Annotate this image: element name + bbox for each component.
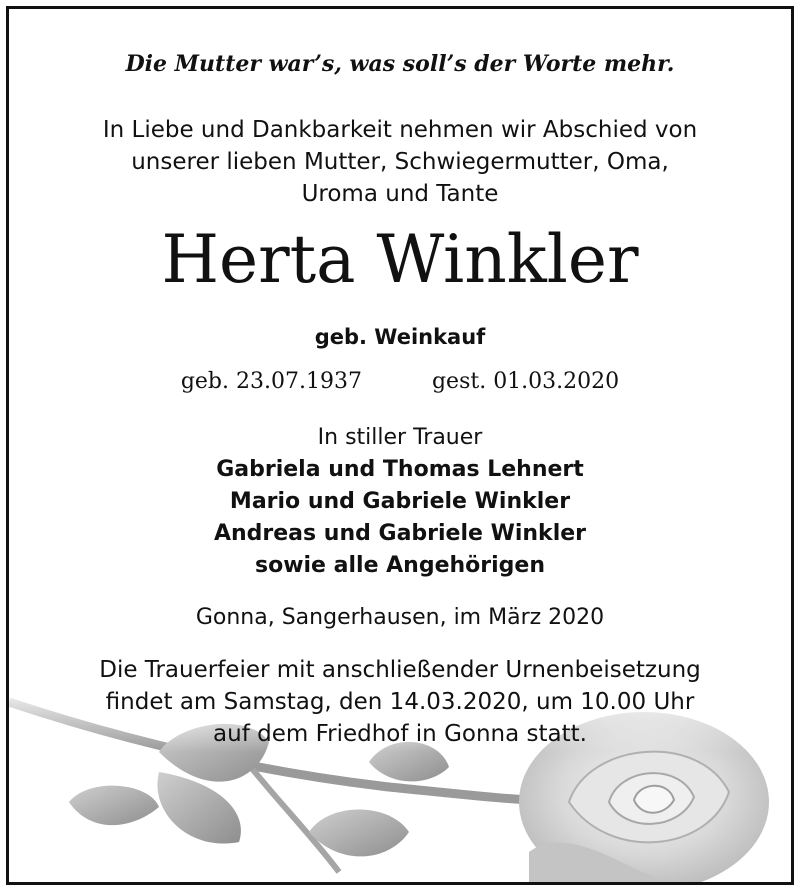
intro-line: Uroma und Tante	[301, 181, 499, 207]
mourner-line: Gabriela und Thomas Lehnert	[216, 457, 584, 482]
service-line: Die Trauerfeier mit anschließender Urnenbeisetzung	[99, 657, 701, 683]
obituary-frame	[6, 6, 794, 885]
service-line: auf dem Friedhof in Gonna statt.	[213, 721, 587, 747]
deceased-name: Herta Winkler	[161, 221, 639, 298]
place-date: Gonna, Sangerhausen, im März 2020	[195, 605, 605, 630]
birth-date: geb. 23.07.1937	[180, 369, 362, 394]
motto: Die Mutter war’s, was soll’s der Worte mehr.	[125, 51, 675, 77]
intro-line: In Liebe und Dankbarkeit nehmen wir Abschied von	[102, 117, 698, 143]
death-date: gest. 01.03.2020	[431, 369, 620, 394]
mourner-line: sowie alle Angehörigen	[254, 553, 546, 578]
mourner-line: Mario und Gabriele Winkler	[229, 489, 571, 514]
life-dates	[9, 369, 791, 394]
mourning-label: In stiller Trauer	[317, 425, 483, 450]
mourner-line: Andreas und Gabriele Winkler	[213, 521, 587, 546]
service-line: findet am Samstag, den 14.03.2020, um 10.00 Uhr	[105, 689, 695, 715]
intro-line: unserer lieben Mutter, Schwiegermutter, Oma,	[131, 149, 669, 175]
maiden-name: geb. Weinkauf	[314, 325, 486, 349]
